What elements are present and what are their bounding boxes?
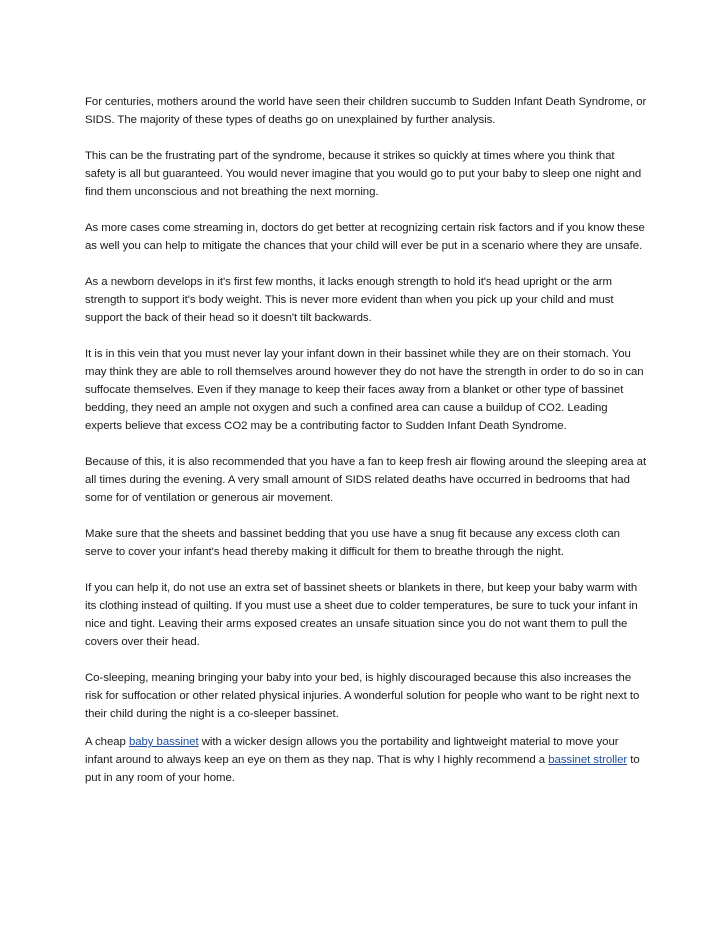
bassinet-stroller-link[interactable]: bassinet stroller bbox=[548, 754, 628, 766]
paragraph-final bbox=[85, 733, 647, 787]
baby-bassinet-link[interactable]: baby bassinet bbox=[128, 736, 199, 748]
paragraph-4: As a newborn develops in it's first few months, it lacks enough strength to hold it's head upright or the arm strength to support it's body weight. This is never more evident than when you pick up your child and must support the back of their head so it doesn't tilt backwards. bbox=[85, 276, 614, 324]
paragraph-3: As more cases come streaming in, doctors do get better at recognizing certain risk factors and if you know these as well you can help to mitigate the chances that your child will ever be put in a scenario where they are unsafe. bbox=[85, 222, 645, 252]
paragraph-1: For centuries, mothers around the world have seen their children succumb to Sudden Infant Death Syndrome, or SIDS. The majority of these types of deaths go on unexplained by further analysis. bbox=[85, 96, 647, 126]
paragraph-8: If you can help it, do not use an extra set of bassinet sheets or blankets in there, but keep your baby warm with its clothing instead of quilting. If you must use a sheet due to colder temperatures, be sure to tuck your infant in nice and tight. Leaving their arms exposed creates an unsafe situation since you do not want them to pull the covers over their head. bbox=[85, 582, 638, 648]
paragraph-9: Co-sleeping, meaning bringing your baby into your bed, is highly discouraged because this also increases the risk for suffocation or other related physical injuries. A wonderful solution for people who want to be right next to their child during the night is a co-sleeper bassinet. bbox=[85, 672, 640, 720]
paragraph-2: This can be the frustrating part of the syndrome, because it strikes so quickly at times where you think that safety is all but guaranteed. You would never imagine that you would go to put your baby to sleep one night and find them unconscious and not breathing the next morning. bbox=[85, 150, 642, 198]
paragraph-7: Make sure that the sheets and bassinet bedding that you use have a snug fit because any excess cloth can serve to cover your infant's head thereby making it difficult for them to breathe through the night. bbox=[85, 528, 620, 558]
paragraph-6: Because of this, it is also recommended that you have a fan to keep fresh air flowing around the sleeping area at all times during the evening. A very small amount of SIDS related deaths have occurred in bedrooms that had some for of ventilation or generous air movement. bbox=[85, 456, 647, 504]
final-text-1: A cheap bbox=[85, 736, 129, 748]
final-text-3: to put in any room of your home. bbox=[85, 754, 640, 784]
document-page bbox=[85, 93, 647, 805]
final-text-2: with a wicker design allows you the portability and lightweight material to move your infant around to always keep an eye on them as they nap. That is why I highly recommend a bbox=[85, 736, 619, 766]
paragraph-5: It is in this vein that you must never lay your infant down in their bassinet while they are on their stomach. You may think they are able to roll themselves around however they do not have the strength in order to do so in can suffocate themselves. Even if they manage to keep their faces away from a blanket or other type of bassinet bedding, they need an ample not oxygen and such a confined area can cause a buildup of CO2. Leading experts believe that excess CO2 may be a contributing factor to Sudden Infant Death Syndrome. bbox=[85, 348, 644, 432]
